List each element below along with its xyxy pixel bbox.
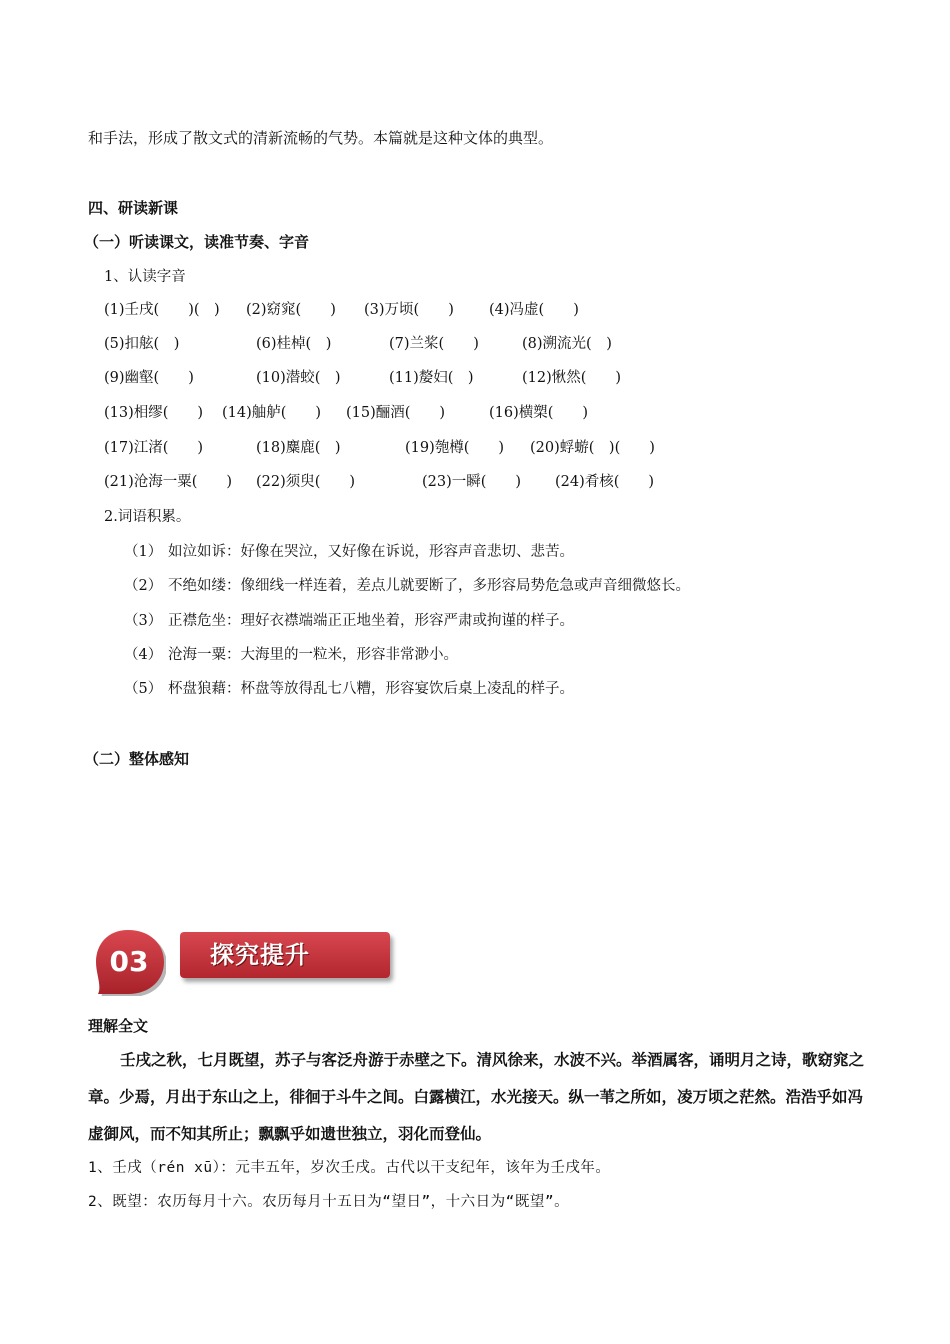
vocab-item bbox=[124, 576, 690, 596]
pron-item: (2)窈窕( ) bbox=[246, 302, 336, 318]
pron-item: (6)桂棹( ) bbox=[256, 336, 332, 352]
pron-item: (20)蜉蝣( )( ) bbox=[530, 440, 655, 456]
passage-text: 壬戌之秋，七月既望，苏子与客泛舟游于赤壁之下。清风徐来，水波不兴。举酒属客，诵明月之诗，歌窈窕之章。少焉，月出于东山之上，徘徊于斗牛之间。白露横江，水光接天。纵一苇之所如，凌万顷之茫然。浩浩乎如冯虚御风，而不知其所止；飘飘乎如遗世独立，羽化而登仙。 bbox=[88, 1051, 865, 1143]
vocab-definition: 杯盘狼藉：杯盘等放得乱七八糟，形容宴饮后桌上凌乱的样子。 bbox=[168, 681, 574, 697]
vocab-definition: 正襟危坐：理好衣襟端端正正地坐着，形容严肃或拘谨的样子。 bbox=[168, 613, 574, 629]
pron-item: (21)沧海一粟( ) bbox=[104, 474, 233, 490]
pron-item: (10)潜蛟( ) bbox=[256, 370, 341, 386]
sub1-heading: （一）听读课文，读准节奏、字音 bbox=[84, 233, 310, 251]
vocab-heading: 2.词语积累。 bbox=[104, 509, 191, 525]
pron-item: (4)冯虚( ) bbox=[489, 302, 579, 318]
pron-item: (5)扣舷( ) bbox=[104, 336, 180, 352]
pron-item: (19)匏樽( ) bbox=[405, 440, 505, 456]
banner-title: 探究提升 bbox=[210, 941, 310, 969]
pron-item: (11)嫠妇( ) bbox=[389, 370, 474, 386]
understand-heading: 理解全文 bbox=[88, 1017, 149, 1035]
pron-item: (17)江渚( ) bbox=[104, 440, 204, 456]
vocab-number: （2） bbox=[124, 578, 163, 594]
banner-title-box bbox=[180, 932, 390, 978]
pron-item: (23)一瞬( ) bbox=[422, 474, 522, 490]
vocab-item bbox=[124, 542, 574, 562]
pron-item: (13)相缪( ) bbox=[104, 405, 204, 421]
pron-item: (9)幽壑( ) bbox=[104, 370, 194, 386]
vocab-number: （1） bbox=[124, 544, 163, 560]
pron-item: (1)壬戌( )( ) bbox=[104, 302, 220, 318]
note-item: 1、壬戌（rén xū）：元丰五年，岁次壬戌。古代以干支纪年，该年为壬戌年。 bbox=[88, 1160, 611, 1176]
sub2-heading: （二）整体感知 bbox=[84, 750, 190, 768]
pron-item: (14)舳舻( ) bbox=[222, 405, 322, 421]
pronunciation-heading: 1、认读字音 bbox=[104, 269, 186, 285]
pron-item: (8)溯流光( ) bbox=[522, 336, 612, 352]
vocab-item bbox=[124, 679, 574, 699]
banner-number: 03 bbox=[109, 945, 149, 978]
pron-item: (3)万顷( ) bbox=[364, 302, 454, 318]
pron-item: (18)麋鹿( ) bbox=[256, 440, 341, 456]
vocab-item bbox=[124, 611, 574, 631]
vocab-definition: 如泣如诉：好像在哭泣，又好像在诉说，形容声音悲切、悲苦。 bbox=[168, 544, 574, 560]
vocab-definition: 不绝如缕：像细线一样连着，差点儿就要断了，多形容局势危急或声音细微悠长。 bbox=[168, 578, 690, 594]
vocab-definition: 沧海一粟：大海里的一粒米，形容非常渺小。 bbox=[168, 647, 458, 663]
section4-heading: 四、研读新课 bbox=[88, 199, 179, 217]
pron-item: (24)肴核( ) bbox=[555, 474, 655, 490]
vocab-number: （4） bbox=[124, 647, 163, 663]
pron-item: (22)须臾( ) bbox=[256, 474, 356, 490]
vocab-number: （3） bbox=[124, 613, 163, 629]
pron-item: (15)酾酒( ) bbox=[346, 405, 446, 421]
note-item: 2、既望：农历每月十六。农历每月十五日为“望日”，十六日为“既望”。 bbox=[88, 1194, 570, 1210]
pron-item: (7)兰桨( ) bbox=[389, 336, 479, 352]
section-banner bbox=[88, 926, 398, 1000]
pron-item: (16)横槊( ) bbox=[489, 405, 589, 421]
vocab-number: （5） bbox=[124, 681, 163, 697]
intro-tail-text: 和手法，形成了散文式的清新流畅的气势。本篇就是这种文体的典型。 bbox=[88, 129, 554, 147]
pron-item: (12)愀然( ) bbox=[522, 370, 622, 386]
vocab-item bbox=[124, 645, 458, 665]
